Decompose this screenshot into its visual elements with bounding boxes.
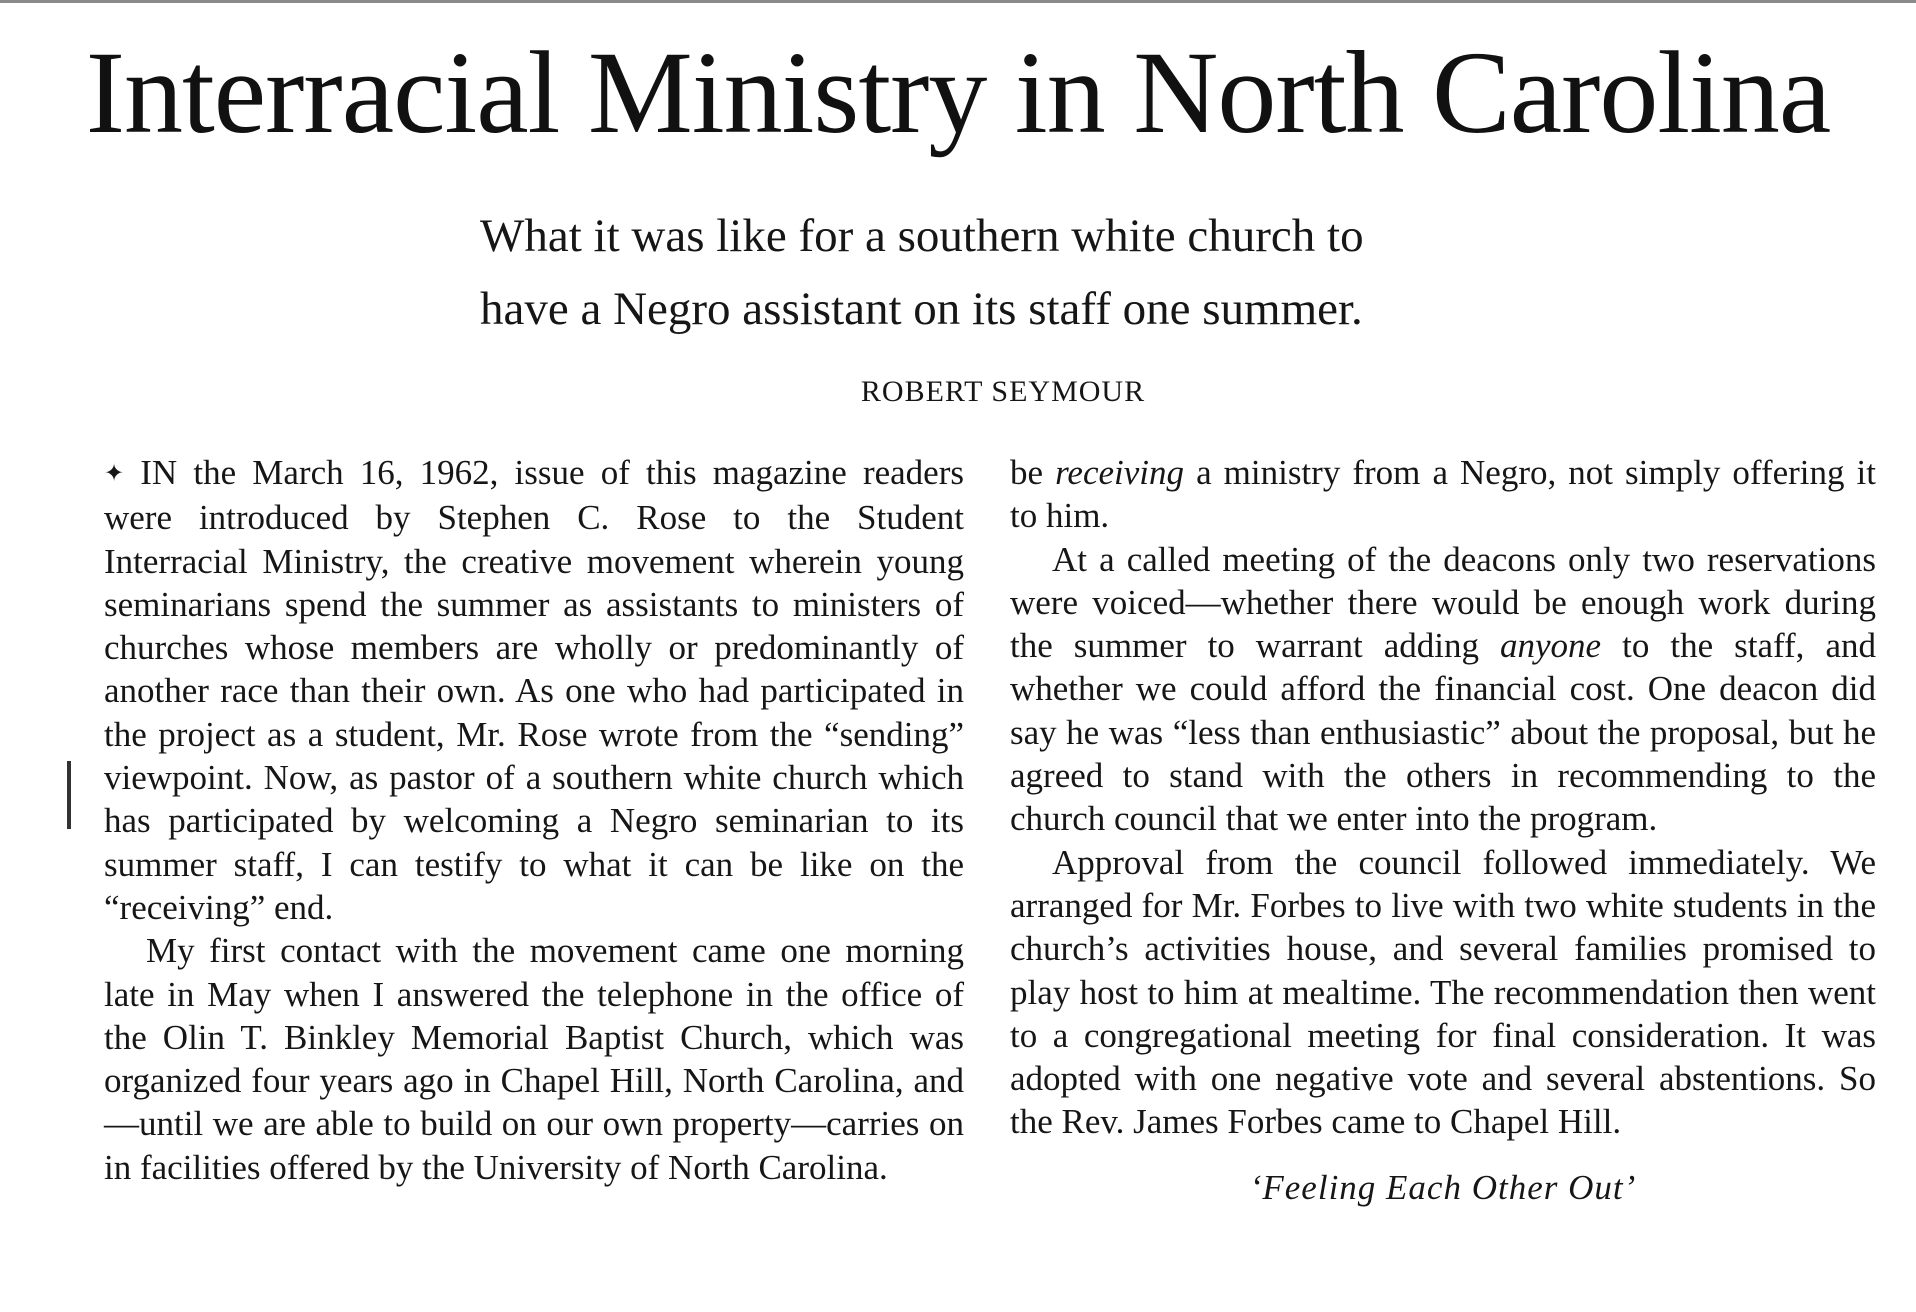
paragraph-1-text: IN the March 16, 1962, issue of this magazine readers were introduced by Stephen C. Rose to the Student Interracial Ministry, the creative movement wherein young seminarians spend the summer as assistants to ministers of churches whose members are wholly or predominantly of another race than their own. As one who had participated in the project as a student, Mr. Rose wrote from the “sending” viewpoint. Now, as pastor of a southern white church which has participated by welcoming a Negro seminarian to its summer staff, I can testify to what it can be like on the “receiving” end.: [104, 453, 964, 927]
margin-mark: [67, 761, 71, 829]
paragraph-3-italic: receiving: [1055, 453, 1185, 492]
section-subhead: ‘Feeling Each Other Out’: [1249, 1167, 1637, 1207]
paragraph-4: [1010, 538, 1876, 841]
paragraph-4-end: to the staff, and whether we could afford the financial cost. One deacon did say he was “less than enthusiastic” about the proposal, but he agreed to stand with the others in recommending to the church council that we enter into the program.: [1010, 626, 1876, 839]
ornament-icon: ✦: [104, 461, 125, 487]
paragraph-5: Approval from the council followed immediately. We arranged for Mr. Forbes to live with two white students in the church’s activities house, and several families promised to play host to him at mealtime. The recommendation then went to a congregational meeting for final consideration. It was adopted with one negative vote and several abstentions. So the Rev. James Forbes came to Chapel Hill.: [1010, 842, 1876, 1142]
page-top-rule: [0, 0, 1916, 3]
paragraph-4-start: At a called meeting of the deacons only two reservations were voiced—whether there would be enough work during the summer to warrant adding: [1010, 539, 1876, 666]
paragraph-1: [104, 451, 964, 929]
right-column: [1010, 451, 1876, 1209]
paragraph-2: My first contact with the movement came one morning late in May when I answered the telephone in the office of the Olin T. Binkley Memorial Baptist Church, which was organized four years ago in Chapel Hill, North Carolina, and—until we are able to build on our own property—carries on in facilities offered by the University of North Carolina.: [104, 931, 964, 1187]
paragraph-3-start: be: [1010, 453, 1056, 492]
subtitle-line-1: What it was like for a southern white church to: [480, 210, 1364, 262]
article-subtitle: [480, 200, 1510, 346]
author-byline: ROBERT SEYMOUR: [860, 375, 1146, 408]
paragraph-3: [1010, 451, 1876, 538]
left-column: [104, 451, 964, 1189]
paragraph-3-end: a ministry from a Negro, not simply offering it to him.: [1010, 453, 1876, 536]
subtitle-line-2: have a Negro assistant on its staff one summer.: [480, 283, 1363, 335]
paragraph-4-italic: anyone: [1500, 626, 1602, 666]
article-title: Interracial Ministry in North Carolina: [85, 27, 1831, 158]
